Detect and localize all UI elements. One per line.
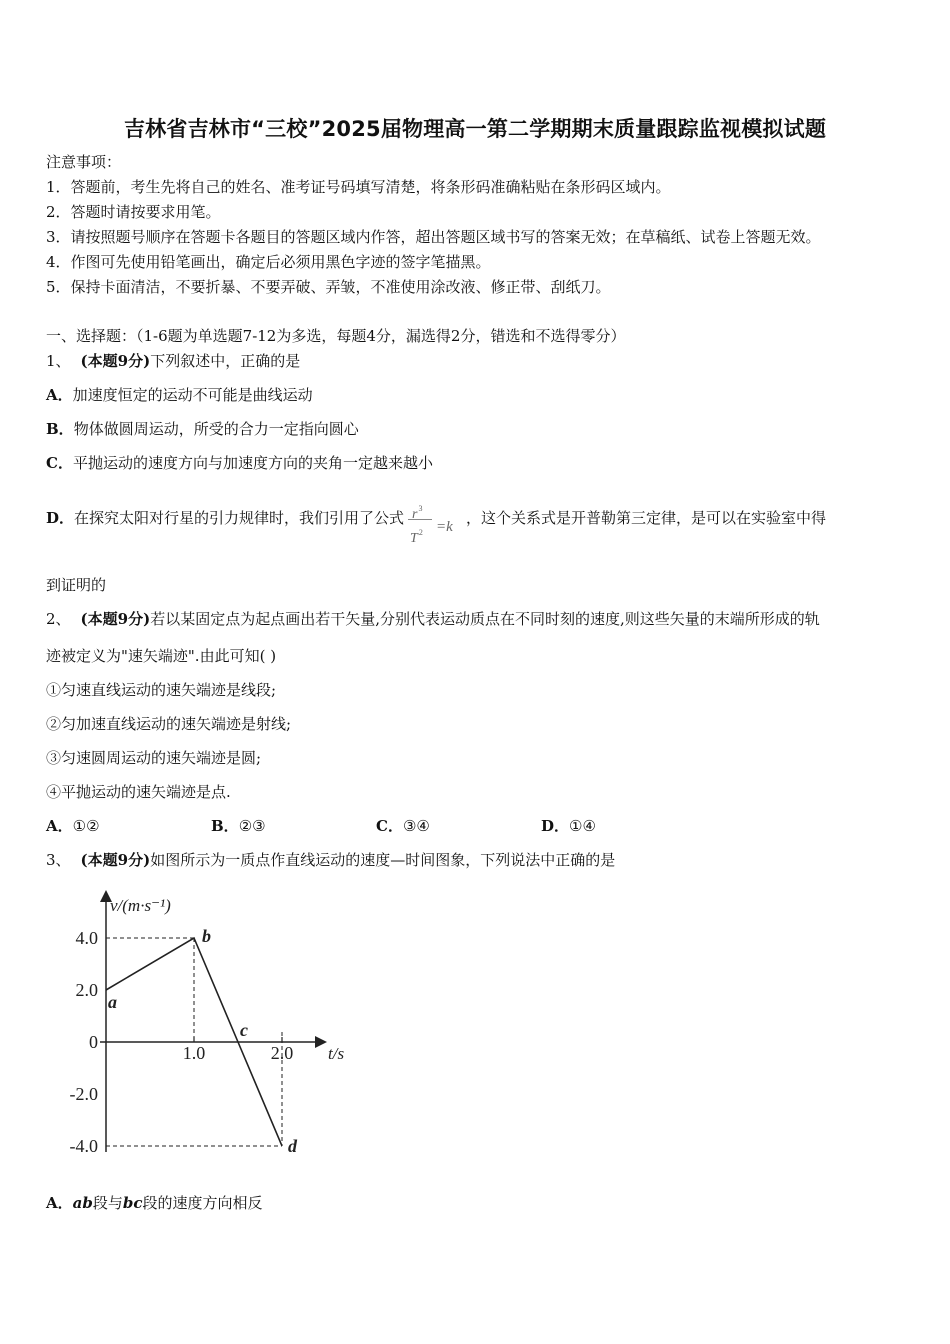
- option-text: 加速度恒定的运动不可能是曲线运动: [72, 386, 313, 404]
- option-label: C．: [46, 454, 73, 472]
- option-text: 平抛运动的速度方向与加速度方向的夹角一定越来越小: [72, 454, 433, 472]
- option-label: B．: [46, 420, 74, 438]
- x-tick-label: 1.0: [182, 1043, 206, 1063]
- choice-label: A．: [46, 817, 73, 835]
- q3-option-a: [46, 1193, 263, 1213]
- formula-numerator: r: [412, 507, 418, 522]
- formula-numerator-exponent: 3: [418, 504, 423, 513]
- option-text: 段与: [92, 1194, 123, 1212]
- notice-item-1: 1．答题前，考生先将自己的姓名、准考证号码填写清楚，将条形码准确粘贴在条形码区域内。: [46, 178, 671, 196]
- formula-rhs: =k: [436, 519, 453, 535]
- question-text: 如图所示为一质点作直线运动的速度—时间图象，下列说法中正确的是: [150, 851, 616, 869]
- formula-denominator: T: [410, 531, 418, 546]
- y-tick-label: 0: [89, 1032, 98, 1052]
- option-text: 物体做圆周运动，所受的合力一定指向圆心: [73, 420, 359, 438]
- point-label-a: a: [108, 992, 117, 1012]
- question-2-stem: [46, 609, 820, 629]
- question-score: (本题9分): [80, 352, 151, 370]
- q2-choice-c: [376, 816, 430, 836]
- question-number: 3、: [46, 851, 71, 869]
- velocity-time-graph: [40, 885, 360, 1175]
- notice-item-4: 4．作图可先使用铅笔画出，确定后必须用黑色字迹的签字笔描黑。: [46, 253, 491, 271]
- option-text-after: ，这个关系式是开普勒第三定律，是可以在实验室中得: [466, 509, 827, 527]
- q1-option-a: [46, 385, 313, 405]
- option-label: A．: [46, 386, 73, 404]
- q2-choice-a: [46, 816, 100, 836]
- q1-option-d: [46, 498, 827, 546]
- point-label-c: c: [240, 1020, 248, 1040]
- y-tick-label: -4.0: [69, 1136, 98, 1156]
- q1-option-b: [46, 419, 359, 439]
- point-label-d: d: [288, 1136, 297, 1156]
- choice-text: ③④: [402, 817, 430, 835]
- question-number: 1、: [46, 352, 71, 370]
- formula-denominator-exponent: 2: [418, 528, 423, 537]
- x-tick-label: 2.0: [270, 1043, 294, 1063]
- q1-option-d-continuation: 到证明的: [46, 576, 107, 594]
- page-title: 吉林省吉林市“三校”2025届物理高一第二学期期末质量跟踪监视模拟试题: [123, 117, 827, 141]
- question-2-stem-line2: 迹被定义为"速矢端迹".由此可知( ): [46, 647, 277, 665]
- notice-item-3: 3．请按照题号顺序在答题卡各题目的答题区域内作答，超出答题区域书写的答案无效；在草稿纸、试卷上答题无效。: [46, 228, 821, 246]
- q2-statement-3: ③匀速圆周运动的速矢端迹是圆;: [46, 749, 262, 767]
- question-number: 2、: [46, 610, 71, 628]
- q2-choice-b: [211, 816, 266, 836]
- question-1-stem: [46, 351, 300, 371]
- y-tick-label: 2.0: [75, 980, 98, 1000]
- kepler-formula: [406, 499, 464, 546]
- segment-ab: ab: [72, 1194, 93, 1212]
- choice-label: B．: [211, 817, 239, 835]
- choice-text: ①④: [569, 817, 596, 835]
- choice-text: ①②: [72, 817, 100, 835]
- q2-statement-2: ②匀加速直线运动的速矢端迹是射线;: [46, 715, 292, 733]
- question-3-stem: [46, 850, 615, 870]
- notice-item-5: 5．保持卡面清洁，不要折暴、不要弄破、弄皱，不准使用涂改液、修正带、刮纸刀。: [46, 278, 611, 296]
- option-label: D．: [46, 509, 75, 527]
- notice-heading: 注意事项：: [46, 153, 122, 171]
- option-label: A．: [46, 1194, 73, 1212]
- x-axis-label: t/s: [328, 1044, 345, 1063]
- section-heading: 一、选择题：（1-6题为单选题7-12为多选，每题4分，漏选得2分，错选和不选得零分）: [46, 327, 626, 345]
- q1-option-c: [46, 453, 433, 473]
- segment-bc: bc: [122, 1194, 143, 1212]
- y-tick-label: 4.0: [75, 928, 98, 948]
- y-axis-label: v/(m·s⁻¹): [110, 896, 171, 915]
- q2-statement-4: ④平抛运动的速矢端迹是点.: [46, 783, 231, 801]
- y-tick-label: -2.0: [69, 1084, 98, 1104]
- choice-text: ②③: [238, 817, 266, 835]
- question-score: (本题9分): [80, 610, 151, 628]
- q2-choice-d: [541, 816, 596, 836]
- q2-statement-1: ①匀速直线运动的速矢端迹是线段;: [46, 681, 277, 699]
- choice-label: C．: [376, 817, 403, 835]
- choice-label: D．: [541, 817, 570, 835]
- option-text: 段的速度方向相反: [142, 1194, 263, 1212]
- option-text-before: 在探究太阳对行星的引力规律时，我们引用了公式: [74, 509, 405, 527]
- question-text: 若以某固定点为起点画出若干矢量,分别代表运动质点在不同时刻的速度,则这些矢量的末端所形成的轨: [150, 610, 820, 628]
- point-label-b: b: [202, 926, 211, 946]
- question-text: 下列叙述中，正确的是: [150, 352, 301, 370]
- notice-item-2: 2．答题时请按要求用笔。: [46, 203, 221, 221]
- question-score: (本题9分): [80, 851, 151, 869]
